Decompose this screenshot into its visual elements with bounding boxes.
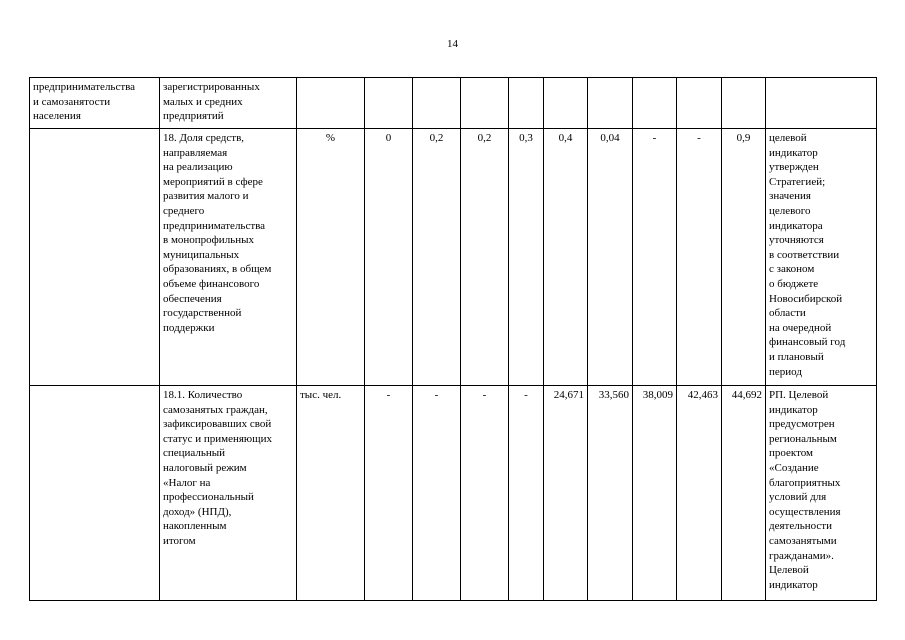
section-cell	[30, 129, 160, 386]
value-cell: -	[365, 386, 413, 601]
value-cell	[509, 78, 544, 129]
value-cell: 24,671	[544, 386, 588, 601]
unit-cell: тыс. чел.	[297, 386, 365, 601]
value-cell: 0	[365, 129, 413, 386]
page-number: 14	[447, 38, 458, 50]
section-cell: предпринимательства и самозанятости населения	[30, 78, 160, 129]
value-cell	[544, 78, 588, 129]
value-cell: 0,9	[722, 129, 766, 386]
value-cell: 0,3	[509, 129, 544, 386]
indicator-cell: 18. Доля средств, направляемая на реализацию мероприятий в сфере развития малого и среднего предпринимательства в монопрофильных муниципальных образованиях, в общем объеме финансового обеспечения государственной поддержки	[160, 129, 297, 386]
value-cell	[588, 78, 633, 129]
unit-cell: %	[297, 129, 365, 386]
table-row	[30, 129, 877, 386]
value-cell	[677, 78, 722, 129]
value-cell: -	[461, 386, 509, 601]
indicator-cell: 18.1. Количество самозанятых граждан, зафиксировавших свой статус и применяющих специальный налоговый режим «Налог на профессиональный доход» (НПД), накопленным итогом	[160, 386, 297, 601]
value-cell: -	[677, 129, 722, 386]
indicator-cell: зарегистрированных малых и средних предприятий	[160, 78, 297, 129]
value-cell: -	[413, 386, 461, 601]
indicators-table	[29, 77, 877, 601]
value-cell: 38,009	[633, 386, 677, 601]
value-cell: 44,692	[722, 386, 766, 601]
value-cell: 42,463	[677, 386, 722, 601]
value-cell: -	[509, 386, 544, 601]
note-cell: целевой индикатор утвержден Стратегией; значения целевого индикатора уточняются в соответствии с законом о бюджете Новосибирской области на очередной финансовый год и плановый период	[766, 129, 877, 386]
value-cell: -	[633, 129, 677, 386]
value-cell: 33,560	[588, 386, 633, 601]
table-row	[30, 78, 877, 129]
section-cell	[30, 386, 160, 601]
value-cell: 0,4	[544, 129, 588, 386]
value-cell: 0,04	[588, 129, 633, 386]
value-cell	[722, 78, 766, 129]
unit-cell	[297, 78, 365, 129]
value-cell	[461, 78, 509, 129]
note-cell	[766, 78, 877, 129]
value-cell	[413, 78, 461, 129]
table-row	[30, 386, 877, 601]
value-cell: 0,2	[461, 129, 509, 386]
value-cell	[365, 78, 413, 129]
value-cell: 0,2	[413, 129, 461, 386]
note-cell: РП. Целевой индикатор предусмотрен региональным проектом «Создание благоприятных условий для осуществления деятельности самозанятыми гражданами». Целевой индикатор	[766, 386, 877, 601]
value-cell	[633, 78, 677, 129]
